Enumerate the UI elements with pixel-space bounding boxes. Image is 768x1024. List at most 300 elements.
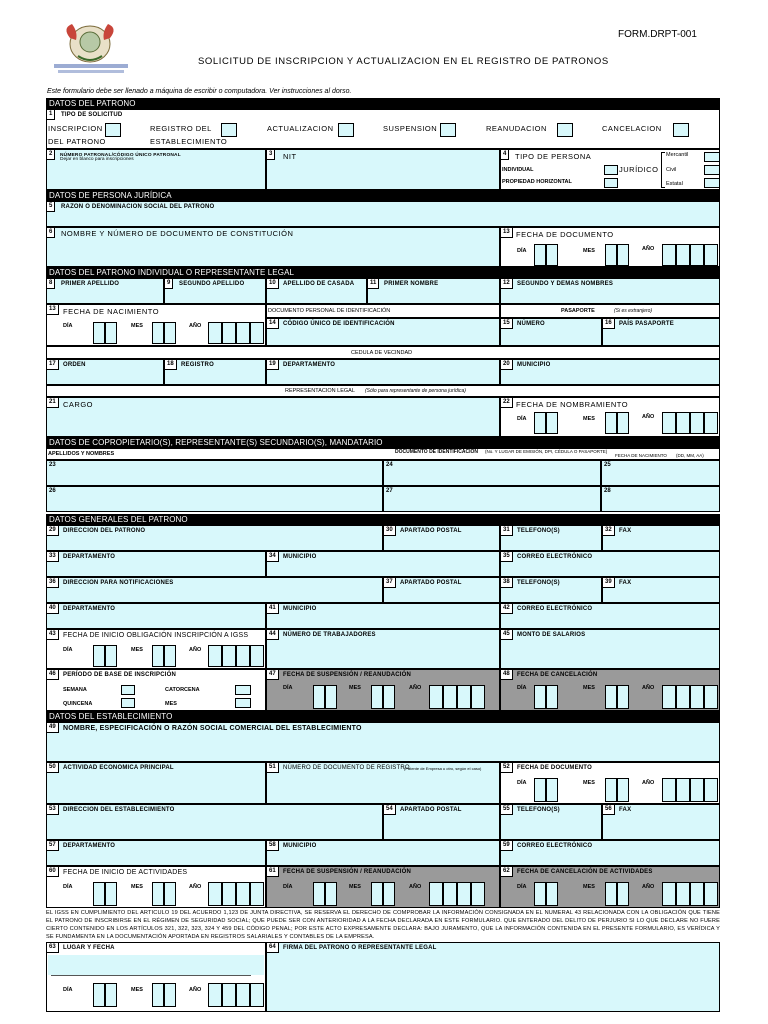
field-56-fax[interactable] (602, 804, 720, 840)
field-label: TIPO DE PERSONA (515, 152, 592, 161)
date-box[interactable] (534, 882, 546, 906)
option-label: CANCELACION (602, 124, 662, 133)
option-label: PROPIEDAD HORIZONTAL (502, 179, 572, 185)
date-box[interactable] (605, 882, 617, 906)
date-box[interactable] (371, 882, 383, 906)
form-code: FORM.DRPT-001 (618, 29, 697, 40)
field-52-fecha-documento (500, 762, 720, 804)
date-box[interactable] (676, 244, 690, 266)
date-box[interactable] (676, 778, 690, 802)
field-label: DEPARTAMENTO (283, 362, 336, 368)
field-41-municipio[interactable] (266, 603, 500, 629)
field-label: TIPO DE SOLICITUD (61, 112, 123, 118)
date-label: DÍA (517, 416, 527, 422)
field-label: FECHA DE SUSPENSIÓN / REANUDACIÓN (283, 672, 412, 678)
option-label: ACTUALIZACION (267, 124, 334, 133)
date-box[interactable] (236, 645, 250, 667)
heading-text: PASAPORTE (561, 308, 595, 314)
date-box[interactable] (93, 645, 105, 667)
field-number: 37 (384, 578, 396, 588)
date-box[interactable] (325, 882, 337, 906)
date-box[interactable] (690, 412, 704, 434)
field-4-tipo-persona (500, 149, 720, 190)
field-59-correo[interactable] (500, 840, 720, 866)
date-box[interactable] (105, 882, 117, 906)
date-box[interactable] (617, 244, 629, 266)
date-label: MES (131, 884, 143, 890)
date-box[interactable] (534, 412, 546, 434)
heading-note: (Si es extranjero) (614, 308, 653, 314)
field-29-direccion[interactable] (46, 525, 383, 551)
field-note: Dejar en blanco para inscripciones (60, 157, 134, 162)
field-54-apartado[interactable] (383, 804, 500, 840)
option-label: INSCRIPCION (48, 124, 103, 133)
date-box[interactable] (93, 983, 105, 1007)
field-33-departamento[interactable] (46, 551, 266, 577)
section-header-patron: DATOS DEL PATRONO (46, 98, 720, 109)
field-number: 13 (501, 228, 513, 238)
date-box[interactable] (443, 882, 457, 906)
field-number: 51 (267, 763, 279, 773)
field-label: SEGUNDO Y DEMAS NOMBRES (517, 281, 614, 287)
checkbox-catorcena[interactable] (235, 685, 251, 695)
date-label: AÑO (642, 246, 655, 252)
date-box[interactable] (617, 778, 629, 802)
field-number: 4 (501, 150, 509, 160)
date-label: AÑO (642, 414, 655, 420)
field-31-telefono[interactable] (500, 525, 602, 551)
coprop-column-headers (46, 448, 720, 460)
date-box[interactable] (371, 685, 383, 709)
date-label: MES (131, 647, 143, 653)
coprop-doc-row[interactable] (383, 460, 601, 486)
date-box[interactable] (605, 778, 617, 802)
date-box[interactable] (676, 412, 690, 434)
date-box[interactable] (546, 685, 558, 709)
field-57-departamento[interactable] (46, 840, 266, 866)
date-label: MES (349, 685, 361, 691)
checkbox-quincena[interactable] (121, 698, 135, 708)
date-box[interactable] (105, 322, 117, 344)
date-box[interactable] (605, 685, 617, 709)
date-label: MES (583, 416, 595, 422)
date-box[interactable] (704, 882, 718, 906)
checkbox-registro[interactable] (221, 123, 237, 137)
date-label: AÑO (642, 685, 655, 691)
field-number: 3 (267, 150, 275, 160)
field-49-nombre-establecimiento[interactable] (46, 722, 720, 762)
date-label: MES (583, 248, 595, 254)
date-box[interactable] (690, 244, 704, 266)
date-box[interactable] (208, 882, 222, 906)
field-label: DIRECCION PARA NOTIFICACIONES (63, 580, 174, 586)
field-12-demas-nombres[interactable] (500, 278, 720, 304)
date-box[interactable] (704, 778, 718, 802)
date-label: DÍA (517, 248, 527, 254)
field-label: APARTADO POSTAL (400, 528, 462, 534)
field-17-orden[interactable] (46, 359, 164, 385)
date-box[interactable] (617, 412, 629, 434)
field-21-cargo[interactable] (46, 397, 500, 437)
date-box[interactable] (236, 322, 250, 344)
date-box[interactable] (429, 882, 443, 906)
coprop-doc-row[interactable] (383, 486, 601, 512)
date-box[interactable] (236, 882, 250, 906)
field-label: ACTIVIDAD ECONOMICA PRINCIPAL (63, 765, 174, 771)
field-number: 26 (49, 488, 56, 494)
field-62-fecha-cancelacion-actividades (500, 866, 720, 908)
field-number: 64 (267, 943, 279, 953)
form-title: SOLICITUD DE INSCRIPCION Y ACTUALIZACION EN EL REGISTRO DE PATRONOS (198, 56, 609, 67)
field-label: DIRECCION DEL ESTABLECIMIENTO (63, 807, 175, 813)
field-50-actividad-economica[interactable] (46, 762, 266, 804)
checkbox-propiedad[interactable] (604, 178, 618, 188)
field-number: 22 (501, 398, 513, 408)
option-label: Mercantil (666, 152, 689, 158)
date-box[interactable] (704, 412, 718, 434)
field-48-fecha-cancelacion (500, 669, 720, 711)
date-box[interactable] (164, 983, 176, 1007)
date-box[interactable] (164, 882, 176, 906)
date-label: AÑO (189, 647, 202, 653)
cedula-heading (46, 346, 720, 359)
field-58-municipio[interactable] (266, 840, 500, 866)
field-number: 44 (267, 630, 279, 640)
field-number: 20 (501, 360, 513, 370)
field-44-numero-trabajadores[interactable] (266, 629, 500, 669)
date-box[interactable] (105, 983, 117, 1007)
date-box[interactable] (222, 882, 236, 906)
date-label: AÑO (189, 884, 202, 890)
date-box[interactable] (690, 685, 704, 709)
checkbox-reanudacion[interactable] (557, 123, 573, 137)
field-label: FECHA DE INICIO DE ACTIVIDADES (63, 869, 188, 876)
date-box[interactable] (222, 322, 236, 344)
field-15-numero-pasaporte[interactable] (500, 318, 602, 346)
date-box[interactable] (152, 322, 164, 344)
date-box[interactable] (605, 412, 617, 434)
field-label: TELEFONO(S) (517, 580, 560, 586)
field-label: FAX (619, 528, 632, 534)
date-box[interactable] (471, 685, 485, 709)
date-box[interactable] (313, 685, 325, 709)
field-number: 40 (47, 604, 59, 614)
date-box[interactable] (164, 322, 176, 344)
field-number: 25 (604, 462, 611, 468)
date-box[interactable] (546, 412, 558, 434)
option-label: REGISTRO DEL (150, 124, 212, 133)
heading-text: CEDULA DE VECINDAD (351, 350, 413, 356)
field-6-documento-constitucion[interactable] (46, 227, 500, 267)
date-label: DÍA (63, 987, 73, 993)
date-box[interactable] (325, 685, 337, 709)
field-61-fecha-suspension (266, 866, 500, 908)
date-label: MES (131, 323, 143, 329)
field-number: 55 (501, 805, 513, 815)
field-number: 38 (501, 578, 513, 588)
checkbox-semana[interactable] (121, 685, 135, 695)
legal-declaration: EL IGSS EN CUMPLIMIENTO DEL ARTICULO 19 DEL ACUERDO 1,123 DE JUNTA DIRECTIVA, SE RESERVA EL DERECHO DE COMPROBAR LA INFORMACIÓN CONSIGNADA EN EL NUMERAL 43 RELACIONADA CON LA OBLIGACIÓN QUE TIENE EL PATRONO DE INSCRIBIRSE EN EL RÉGIMEN DE SEGURIDAD SOCIAL; QUE PUEDE SER CON ANTERIORIDAD A LA FECHA DECLARADA EN ESTE FORMULARIO. QUE ENTERADO DEL DELITO DE PERJURIO SI LO QUE DECLARE NO FUERE CIERTO CONTENIDO EN LOS ARTÍCULOS 321, 322, 323, 324 Y 459 DEL CÓDIGO PENAL; POR ESTE ACTO EXPRESAMENTE DECLARA: BAJO JURAMENTO, QUE LA INFORMACIÓN CONTENIDA EN EL PRESENTE FORMULARIO, ES VERÍDICA Y SE FUNDAMENTA EN LA DOCUMENTACIÓN APORTADA EN REGISTROS SALARIALES Y CONTABLES DE LA EMPRESA. (46, 910, 720, 940)
option-label: QUINCENA (63, 701, 93, 707)
checkbox-estatal[interactable] (704, 178, 720, 188)
field-number: 35 (501, 552, 513, 562)
date-box[interactable] (457, 882, 471, 906)
date-box[interactable] (546, 244, 558, 266)
date-label: DÍA (517, 884, 527, 890)
field-label: CORREO ELECTRÓNICO (517, 843, 593, 849)
field-39-fax[interactable] (602, 577, 720, 603)
date-box[interactable] (676, 685, 690, 709)
date-box[interactable] (222, 645, 236, 667)
date-box[interactable] (236, 983, 250, 1007)
field-number: 15 (501, 319, 513, 329)
date-box[interactable] (662, 778, 676, 802)
date-box[interactable] (250, 882, 264, 906)
field-30-apartado[interactable] (383, 525, 500, 551)
field-19-departamento[interactable] (266, 359, 500, 385)
field-number: 53 (47, 805, 59, 815)
field-label: NÚMERO (517, 321, 545, 327)
field-label: SEGUNDO APELLIDO (179, 281, 245, 287)
field-55-telefono[interactable] (500, 804, 602, 840)
field-2-numero-patronal[interactable] (46, 149, 266, 190)
field-number: 11 (368, 279, 379, 289)
igss-logo (48, 18, 134, 76)
field-label: PAÍS PASAPORTE (619, 321, 674, 327)
option-label: Civil (666, 167, 677, 173)
date-box[interactable] (534, 244, 546, 266)
section-header-individual: DATOS DEL PATRONO INDIVIDUAL O REPRESENTANTE LEGAL (46, 267, 720, 278)
field-51-documento-registro[interactable] (266, 762, 500, 804)
field-label: NOMBRE, ESPECIFICACIÓN O RAZÓN SOCIAL COMERCIAL DEL ESTABLECIMIENTO (63, 725, 362, 732)
field-label: TELEFONO(S) (517, 807, 560, 813)
field-label: APARTADO POSTAL (400, 580, 462, 586)
field-number: 45 (501, 630, 513, 640)
date-label: AÑO (409, 884, 422, 890)
option-label: JURÍDICO (619, 165, 659, 174)
date-box[interactable] (208, 322, 222, 344)
date-box[interactable] (690, 778, 704, 802)
field-number: 12 (501, 279, 513, 289)
field-37-apartado[interactable] (383, 577, 500, 603)
field-label: FIRMA DEL PATRONO O REPRESENTANTE LEGAL (283, 945, 437, 951)
field-label: FECHA DE SUSPENSIÓN / REANUDACIÓN (283, 869, 412, 875)
field-16-pais-pasaporte[interactable] (602, 318, 720, 346)
field-number: 23 (49, 462, 56, 468)
field-label: CÓDIGO ÚNICO DE IDENTIFICACIÓN (283, 321, 395, 327)
date-box[interactable] (662, 685, 676, 709)
field-label: MUNICIPIO (283, 843, 317, 849)
date-box[interactable] (250, 983, 264, 1007)
checkbox-suspension[interactable] (440, 123, 456, 137)
field-14-cui[interactable] (266, 318, 500, 346)
date-box[interactable] (546, 882, 558, 906)
date-box[interactable] (546, 778, 558, 802)
field-label: APELLIDO DE CASADA (283, 281, 355, 287)
date-box[interactable] (250, 645, 264, 667)
date-box[interactable] (605, 244, 617, 266)
field-label: FECHA DE NACIMIENTO (63, 307, 160, 316)
checkbox-inscripcion[interactable] (105, 123, 121, 137)
field-35-correo[interactable] (500, 551, 720, 577)
field-number: 41 (267, 604, 279, 614)
checkbox-cancelacion[interactable] (673, 123, 689, 137)
field-number: 52 (501, 763, 513, 773)
date-box[interactable] (662, 244, 676, 266)
field-number: 27 (386, 488, 393, 494)
date-box[interactable] (704, 244, 718, 266)
date-box[interactable] (534, 685, 546, 709)
date-label: AÑO (189, 987, 202, 993)
field-number: 62 (501, 867, 513, 877)
field-label: NÚMERO DE TRABAJADORES (283, 632, 376, 638)
date-label: AÑO (642, 884, 655, 890)
field-53-direccion-establecimiento[interactable] (46, 804, 383, 840)
date-box[interactable] (471, 882, 485, 906)
date-label: MES (349, 884, 361, 890)
date-box[interactable] (152, 645, 164, 667)
field-3-nit[interactable] (266, 149, 500, 190)
field-number: 60 (47, 867, 59, 877)
date-box[interactable] (383, 685, 395, 709)
date-box[interactable] (208, 645, 222, 667)
field-11-primer-nombre[interactable] (367, 278, 500, 304)
coprop-nac-row[interactable] (601, 460, 720, 486)
date-box[interactable] (250, 322, 264, 344)
date-box[interactable] (152, 882, 164, 906)
checkbox-mes[interactable] (235, 698, 251, 708)
field-label: MUNICIPIO (283, 606, 317, 612)
field-63-lugar-fecha (46, 942, 266, 1012)
date-box[interactable] (383, 882, 395, 906)
form-instruction: Este formulario debe ser llenado a máquina de escribir o computadora. Ver instrucciones al dorso. (47, 88, 352, 95)
date-box[interactable] (704, 685, 718, 709)
field-number: 57 (47, 841, 59, 851)
field-number: 33 (47, 552, 59, 562)
field-label: REGISTRO (181, 362, 214, 368)
date-box[interactable] (164, 645, 176, 667)
option-label: SEMANA (63, 687, 87, 693)
field-42-correo[interactable] (500, 603, 720, 629)
coprop-nac-row[interactable] (601, 486, 720, 512)
date-box[interactable] (105, 645, 117, 667)
field-10-apellido-casada[interactable] (266, 278, 367, 304)
field-38-telefono[interactable] (500, 577, 602, 603)
date-label: AÑO (189, 323, 202, 329)
date-label: MES (583, 884, 595, 890)
field-number: 13 (47, 305, 59, 315)
date-label: MES (583, 685, 595, 691)
date-box[interactable] (208, 983, 222, 1007)
field-40-departamento[interactable] (46, 603, 266, 629)
checkbox-actualizacion[interactable] (338, 123, 354, 137)
date-box[interactable] (617, 685, 629, 709)
field-label: NÚMERO PATRONAL/CÓDIGO ÚNICO PATRONAL (60, 153, 181, 158)
field-36-direccion-notificaciones[interactable] (46, 577, 383, 603)
field-label: FECHA DE CANCELACIÓN DE ACTIVIDADES (517, 869, 653, 875)
date-box[interactable] (93, 882, 105, 906)
field-number: 56 (603, 805, 615, 815)
field-number: 48 (501, 670, 513, 680)
field-number: 32 (603, 526, 615, 536)
field-label: APARTADO POSTAL (400, 807, 462, 813)
date-box[interactable] (676, 882, 690, 906)
field-label: DIRECCION DEL PATRONO (63, 528, 146, 534)
date-box[interactable] (93, 322, 105, 344)
pasaporte-heading (500, 304, 720, 318)
column-header: FECHA DE NACIMIENTO (615, 453, 667, 458)
date-box[interactable] (152, 983, 164, 1007)
field-label: PRIMER NOMBRE (384, 281, 439, 287)
field-20-municipio[interactable] (500, 359, 720, 385)
field-label: NIT (283, 152, 297, 161)
field-number: 28 (604, 488, 611, 494)
field-label: CORREO ELECTRÓNICO (517, 554, 593, 560)
column-header: APELLIDOS Y NOMBRES (48, 451, 115, 457)
field-label: PERÍODO DE BASE DE INSCRIPCIÓN (63, 672, 177, 678)
date-box[interactable] (222, 983, 236, 1007)
field-9-segundo-apellido[interactable] (164, 278, 266, 304)
field-5-razon-social[interactable] (46, 201, 720, 227)
field-number: 49 (47, 723, 59, 733)
checkbox-individual[interactable] (604, 165, 618, 175)
section-header-juridica: DATOS DE PERSONA JURÍDICA (46, 190, 720, 201)
date-label: MES (583, 780, 595, 786)
lugar-fecha-input[interactable] (48, 955, 264, 975)
date-box[interactable] (690, 882, 704, 906)
date-box[interactable] (662, 412, 676, 434)
date-box[interactable] (443, 685, 457, 709)
date-label: DÍA (283, 685, 293, 691)
field-number: 8 (47, 279, 55, 289)
field-43-fecha-inicio-obligacion (46, 629, 266, 669)
date-box[interactable] (457, 685, 471, 709)
field-number: 43 (47, 630, 59, 640)
date-box[interactable] (313, 882, 325, 906)
field-label: RAZON O DENOMINACION SOCIAL DEL PATRONO (61, 204, 215, 210)
coprop-nombre-row[interactable] (46, 460, 383, 486)
field-47-fecha-suspension (266, 669, 500, 711)
field-number: 16 (603, 319, 615, 329)
field-number: 47 (267, 670, 279, 680)
field-label: DEPARTAMENTO (63, 843, 116, 849)
field-number: 18 (165, 360, 177, 370)
checkbox-mercantil[interactable] (704, 152, 720, 162)
field-label: TELEFONO(S) (517, 528, 560, 534)
field-64-firma[interactable] (266, 942, 720, 1012)
field-label: FECHA DE CANCELACIÓN (517, 672, 598, 678)
field-number: 36 (47, 578, 59, 588)
date-box[interactable] (429, 685, 443, 709)
field-45-monto-salarios[interactable] (500, 629, 720, 669)
field-label: MUNICIPIO (283, 554, 317, 560)
date-box[interactable] (534, 778, 546, 802)
date-box[interactable] (662, 882, 676, 906)
field-number: 19 (267, 360, 279, 370)
field-34-municipio[interactable] (266, 551, 500, 577)
checkbox-civil[interactable] (704, 165, 720, 175)
field-18-registro[interactable] (164, 359, 266, 385)
field-number: 59 (501, 841, 513, 851)
field-8-primer-apellido[interactable] (46, 278, 164, 304)
heading-note: (Sólo para representante de persona jurídica) (365, 388, 466, 394)
date-box[interactable] (617, 882, 629, 906)
date-label: DÍA (517, 780, 527, 786)
field-32-fax[interactable] (602, 525, 720, 551)
column-header: DOCUMENTO DE IDENTIFICACIÓN (395, 449, 478, 455)
field-label: LUGAR Y FECHA (63, 945, 115, 951)
coprop-nombre-row[interactable] (46, 486, 383, 512)
